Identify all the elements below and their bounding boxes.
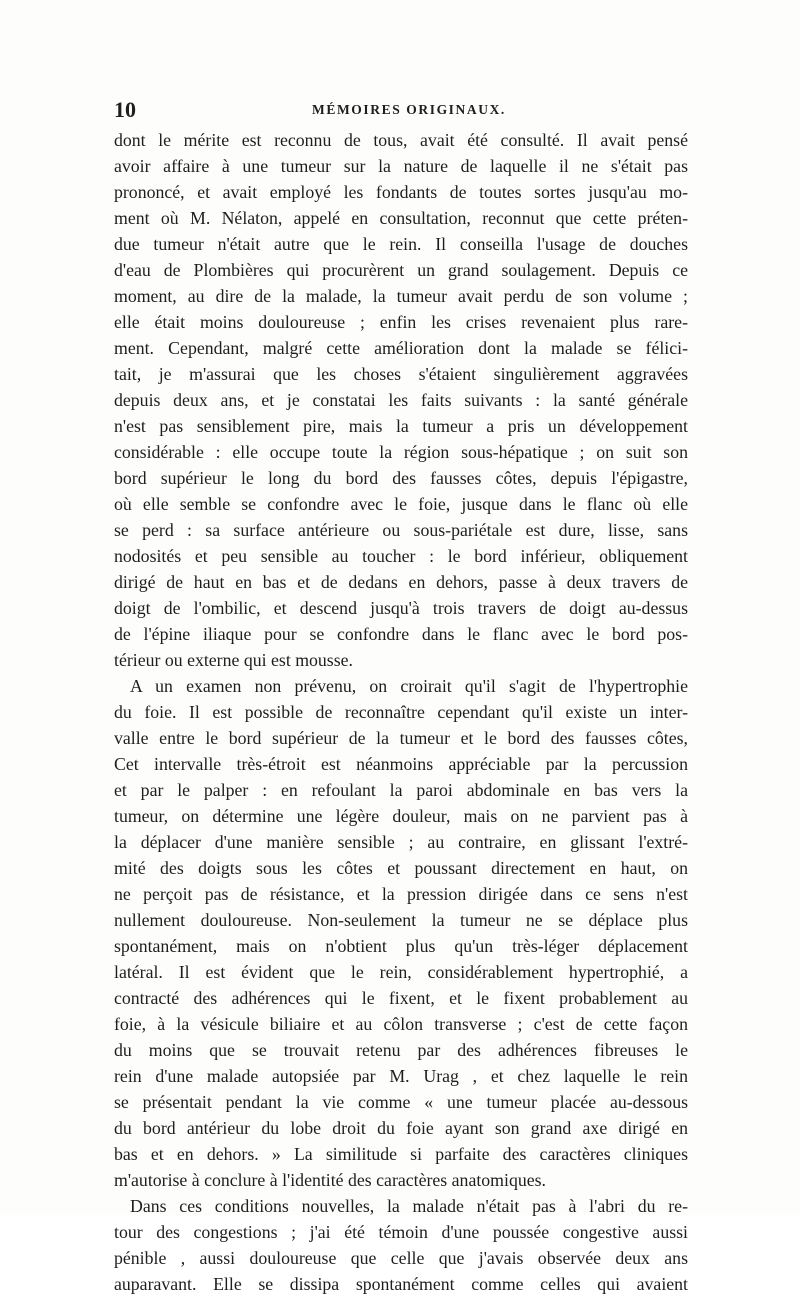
text-line: elle était moins douloureuse ; enfin les crises revenaient plus rare- — [114, 312, 688, 332]
body-text — [114, 127, 688, 1297]
text-line: mité des doigts sous les côtes et poussant directement en haut, on — [114, 858, 688, 878]
text-line: auparavant. Elle se dissipa spontanément comme celles qui avaient — [114, 1274, 688, 1294]
running-title: MÉMOIRES ORIGINAUX. — [312, 102, 506, 117]
text-line: spontanément, mais on n'obtient plus qu'un très-léger déplacement — [114, 936, 688, 956]
text-line: tour des congestions ; j'ai été témoin d'une poussée congestive aussi — [114, 1222, 688, 1242]
text-line: où elle semble se confondre avec le foie, jusque dans le flanc où elle — [114, 494, 688, 514]
text-line: pénible , aussi douloureuse que celle que j'avais observée deux ans — [114, 1248, 688, 1268]
text-line: bord supérieur le long du bord des fausses côtes, depuis l'épigastre, — [114, 468, 688, 488]
text-line: nodosités et peu sensible au toucher : le bord inférieur, obliquement — [114, 546, 688, 566]
text-line: la déplacer d'une manière sensible ; au contraire, en glissant l'extré- — [114, 832, 688, 852]
text-line: tumeur, on détermine une légère douleur, mais on ne parvient pas à — [114, 806, 688, 826]
text-line: rein d'une malade autopsiée par M. Urag , et chez laquelle le rein — [114, 1066, 688, 1086]
text-line: tait, je m'assurai que les choses s'étaient singulièrement aggravées — [114, 364, 688, 384]
text-line: prononcé, et avait employé les fondants de toutes sortes jusqu'au mo- — [114, 182, 688, 202]
paragraph-first-line: Dans ces conditions nouvelles, la malade n'était pas à l'abri du re- — [130, 1196, 688, 1216]
running-head — [114, 96, 688, 124]
text-line: n'est pas sensiblement pire, mais la tumeur a pris un développement — [114, 416, 688, 436]
text-line: moment, au dire de la malade, la tumeur avait perdu de son volume ; — [114, 286, 688, 306]
text-line: contracté des adhérences qui le fixent, et le fixent probablement au — [114, 988, 688, 1008]
text-line: dont le mérite est reconnu de tous, avait été consulté. Il avait pensé — [114, 130, 688, 150]
paragraph-end-line: térieur ou externe qui est mousse. — [114, 650, 353, 670]
text-line: depuis deux ans, et je constatai les faits suivants : la santé générale — [114, 390, 688, 410]
text-line: foie, à la vésicule biliaire et au côlon transverse ; c'est de cette façon — [114, 1014, 688, 1034]
text-line: du moins que se trouvait retenu par des adhérences fibreuses le — [114, 1040, 688, 1060]
paragraph-end-line: m'autorise à conclure à l'identité des caractères anatomiques. — [114, 1170, 546, 1190]
text-line: avoir affaire à une tumeur sur la nature de laquelle il ne s'était pas — [114, 156, 688, 176]
text-line: due tumeur n'était autre que le rein. Il conseilla l'usage de douches — [114, 234, 688, 254]
text-line: ne perçoit pas de résistance, et la pression dirigée dans ce sens n'est — [114, 884, 688, 904]
text-line: Cet intervalle très-étroit est néanmoins appréciable par la percussion — [114, 754, 688, 774]
text-line: doigt de l'ombilic, et descend jusqu'à trois travers de doigt au-dessus — [114, 598, 688, 618]
text-line: valle entre le bord supérieur de la tumeur et le bord des fausses côtes, — [114, 728, 688, 748]
text-line: ment où M. Nélaton, appelé en consultation, reconnut que cette préten- — [114, 208, 688, 228]
text-line: se présentait pendant la vie comme « une tumeur placée au-dessous — [114, 1092, 688, 1112]
text-line: du foie. Il est possible de reconnaître cependant qu'il existe un inter- — [114, 702, 688, 722]
text-line: ment. Cependant, malgré cette amélioration dont la malade se félici- — [114, 338, 688, 358]
text-line: considérable : elle occupe toute la région sous-hépatique ; on suit son — [114, 442, 688, 462]
text-line: bas et en dehors. » La similitude si parfaite des caractères cliniques — [114, 1144, 688, 1164]
text-line: dirigé de haut en bas et de dedans en dehors, passe à deux travers de — [114, 572, 688, 592]
text-line: et par le palper : en refoulant la paroi abdominale en bas vers la — [114, 780, 688, 800]
page-number: 10 — [114, 97, 136, 122]
text-line: de l'épine iliaque pour se confondre dans le flanc avec le bord pos- — [114, 624, 688, 644]
paragraph-first-line: A un examen non prévenu, on croirait qu'il s'agit de l'hypertrophie — [130, 676, 688, 696]
text-line: latéral. Il est évident que le rein, considérablement hypertrophié, a — [114, 962, 688, 982]
text-line: d'eau de Plombières qui procurèrent un grand soulagement. Depuis ce — [114, 260, 688, 280]
text-line: du bord antérieur du lobe droit du foie ayant son grand axe dirigé en — [114, 1118, 688, 1138]
text-line: se perd : sa surface antérieure ou sous-pariétale est dure, lisse, sans — [114, 520, 688, 540]
text-line: nullement douloureuse. Non-seulement la tumeur ne se déplace plus — [114, 910, 688, 930]
